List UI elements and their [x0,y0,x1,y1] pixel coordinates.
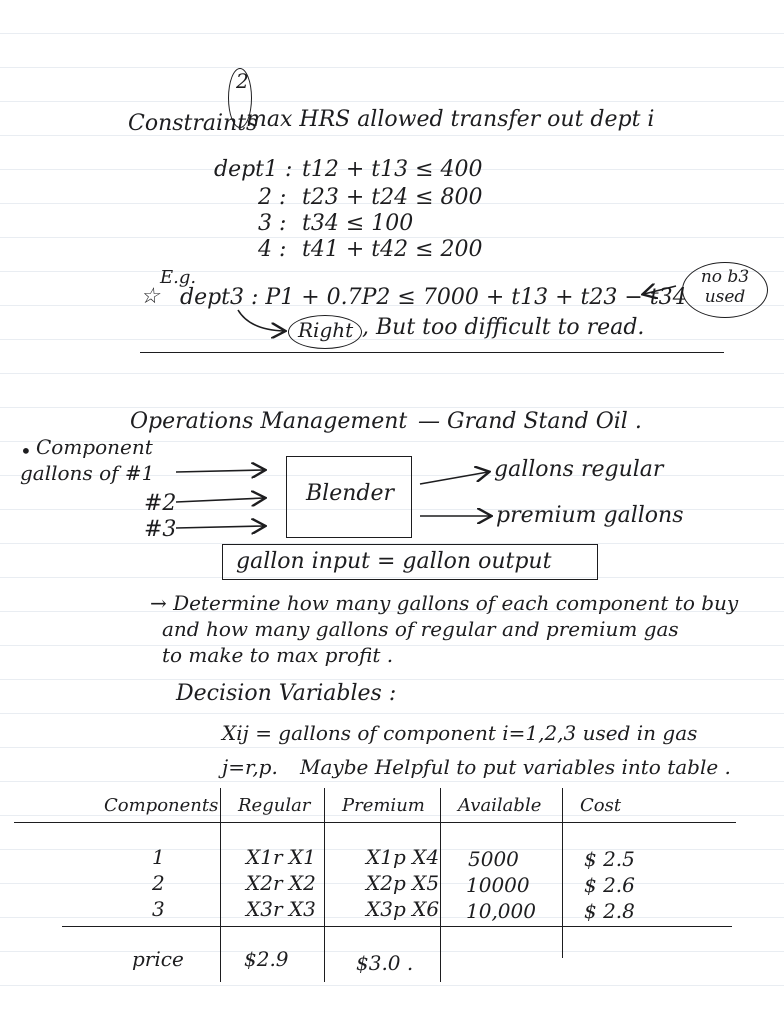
star-icon: ☆ [140,284,160,309]
dept-label: dept1 : [214,157,293,182]
price-regular: $2.9 [244,947,289,971]
example-expression: dept3 : P1 + 0.7P2 ≤ 7000 + t13 + t23 − t34 [180,285,687,310]
constraints-description: max HRS allowed transfer out dept i [246,107,655,132]
table-cell-available: 5000 [468,847,519,871]
determine-text: to make to max profit . [162,643,394,667]
dept-expr: t41 + t42 ≤ 200 [302,237,483,262]
output-label: premium gallons [496,503,684,528]
arrow-icon [176,498,264,502]
decision-title: Decision Variables : [176,681,397,706]
input-label: #2 [144,491,177,516]
table-header: Premium [342,795,425,816]
decision-j: j=r,p. [222,755,278,779]
decision-hint: Maybe Helpful to put variables into table . [300,755,731,779]
balance-text: gallon input = gallon output [236,549,552,574]
table-cell-available: 10000 [466,873,530,897]
arrow-icon [644,286,676,294]
table-header: Regular [238,795,311,816]
arrow-icon [176,470,264,472]
table-cell-regular: X3r X3 [246,897,316,921]
dept-expr: t12 + t13 ≤ 400 [302,157,483,182]
table-cell-available: 10,000 [466,899,536,923]
right-word: Right [298,318,354,342]
output-label: gallons regular [494,457,664,482]
table-header: Cost [580,795,622,816]
ops-company: — Grand Stand Oil . [418,409,642,434]
determine-text: and how many gallons of regular and premium gas [162,617,679,641]
table-header: Available [458,795,542,816]
example-prefix: E.g. [160,267,197,288]
table-cell-component: 1 [152,845,165,869]
dept-label: 4 : [258,237,287,262]
dept-expr: t23 + t24 ≤ 800 [302,185,483,210]
table-cell-premium: X3p X6 [366,897,440,921]
table-cell-regular: X2r X2 [246,871,316,895]
table-cell-regular: X1r X1 [246,845,316,869]
component-note: Component [36,435,153,459]
note-text: no b3 used [700,267,750,307]
circled-number: 2 [236,69,249,93]
table-cell-cost: $ 2.8 [584,899,635,923]
arrow-icon [420,472,488,484]
constraints-heading: Constraints [128,111,258,136]
table-header: Components [104,795,219,816]
arrow-icon [176,526,264,528]
component-note: gallons of #1 [20,461,155,485]
price-premium: $3.0 . [356,951,414,975]
input-label: #3 [144,517,177,542]
determine-text: → Determine how many gallons of each component to buy [150,591,739,615]
price-label: price [132,947,184,971]
decision-definition: Xij = gallons of component i=1,2,3 used in gas [222,721,698,745]
dept-expr: t34 ≤ 100 [302,211,414,236]
table-cell-component: 2 [152,871,165,895]
ops-title: Operations Management [130,409,408,434]
table-cell-premium: X2p X5 [366,871,440,895]
bullet: • [20,439,32,463]
blender-label: Blender [306,481,395,506]
dept-label: 3 : [258,211,287,236]
table-cell-cost: $ 2.5 [584,847,635,871]
table-cell-premium: X1p X4 [366,845,440,869]
right-comment: , But too difficult to read. [362,315,645,340]
arrow-icon [238,310,284,331]
table-cell-cost: $ 2.6 [584,873,635,897]
dept-label: 2 : [258,185,287,210]
table-cell-component: 3 [152,897,165,921]
